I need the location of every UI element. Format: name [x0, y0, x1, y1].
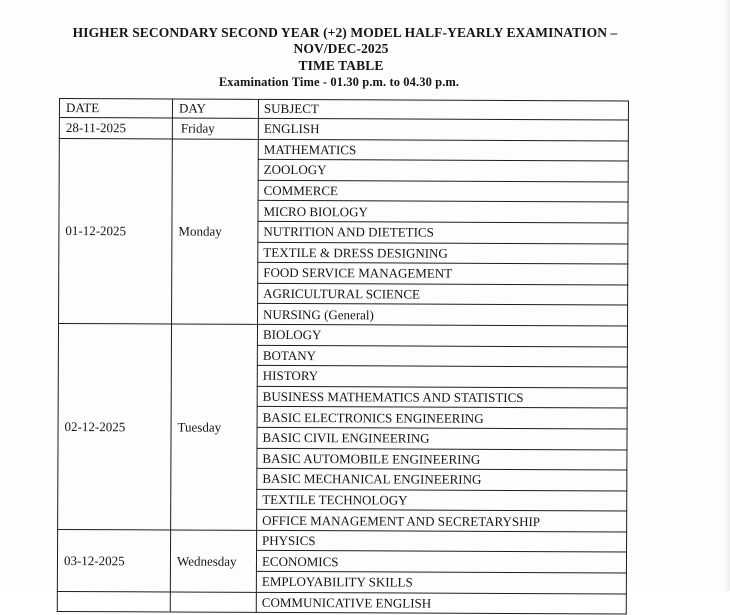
subject-cell: FOOD SERVICE MANAGEMENT: [258, 263, 628, 285]
subject-cell: MICRO BIOLOGY: [258, 201, 628, 223]
subject-cell: BOTANY: [257, 345, 627, 367]
subject-cell: BASIC CIVIL ENGINEERING: [257, 427, 627, 449]
exam-day-cell: Wednesday: [170, 530, 256, 592]
subject-cell: BASIC ELECTRONICS ENGINEERING: [257, 407, 627, 429]
table-row: [58, 529, 627, 552]
subject-cell: OFFICE MANAGEMENT AND SECRETARYSHIP: [257, 510, 627, 532]
exam-session: NOV/DEC-2025: [293, 41, 389, 56]
subject-cell: MATHEMATICS: [258, 139, 628, 161]
table-row: [58, 323, 627, 346]
subject-cell: COMMUNICATIVE ENGLISH: [256, 592, 626, 614]
column-header-date: DATE: [59, 99, 172, 118]
subject-cell: COMMERCE: [258, 180, 628, 202]
subject-cell: ECONOMICS: [256, 551, 626, 573]
scan-edge-shadow: [724, 0, 730, 591]
table-header-row: [59, 99, 628, 120]
table-row: [59, 138, 628, 161]
exam-day-cell: [170, 592, 256, 613]
subject-cell: ENGLISH: [258, 118, 628, 140]
subject-cell: EMPLOYABILITY SKILLS: [256, 571, 626, 593]
subject-cell: HISTORY: [257, 365, 627, 387]
exam-date-cell: 28-11-2025: [59, 118, 172, 139]
table-row: [57, 591, 626, 614]
table-row: [59, 118, 628, 141]
exam-day-cell: Monday: [172, 139, 259, 325]
exam-time: Examination Time - 01.30 p.m. to 04.30 p.m.: [218, 75, 460, 89]
exam-title: HIGHER SECONDARY SECOND YEAR (+2) MODEL HALF-YEARLY EXAMINATION –: [72, 25, 618, 40]
exam-day-cell: Tuesday: [171, 324, 258, 530]
subject-cell: BASIC MECHANICAL ENGINEERING: [257, 468, 627, 490]
column-header-subject: SUBJECT: [258, 99, 628, 120]
subject-cell: TEXTILE & DRESS DESIGNING: [258, 242, 628, 264]
exam-date-cell: 02-12-2025: [58, 323, 172, 529]
timetable: [57, 98, 629, 615]
exam-date-cell: 03-12-2025: [57, 529, 170, 591]
subject-cell: NURSING (General): [258, 304, 628, 326]
subject-cell: TEXTILE TECHNOLOGY: [257, 489, 627, 511]
exam-day-cell: Friday: [172, 118, 258, 139]
subject-cell: BASIC AUTOMOBILE ENGINEERING: [257, 448, 627, 470]
subject-cell: PHYSICS: [257, 530, 627, 552]
subject-cell: BIOLOGY: [257, 324, 627, 346]
timetable-heading: TIME TABLE: [298, 58, 384, 73]
subject-cell: AGRICULTURAL SCIENCE: [258, 283, 628, 305]
exam-date-cell: [57, 591, 170, 612]
subject-cell: NUTRITION AND DIETETICS: [258, 221, 628, 243]
subject-cell: ZOOLOGY: [258, 160, 628, 182]
column-header-day: DAY: [172, 99, 258, 118]
exam-date-cell: 01-12-2025: [59, 138, 173, 324]
subject-cell: BUSINESS MATHEMATICS AND STATISTICS: [257, 386, 627, 408]
